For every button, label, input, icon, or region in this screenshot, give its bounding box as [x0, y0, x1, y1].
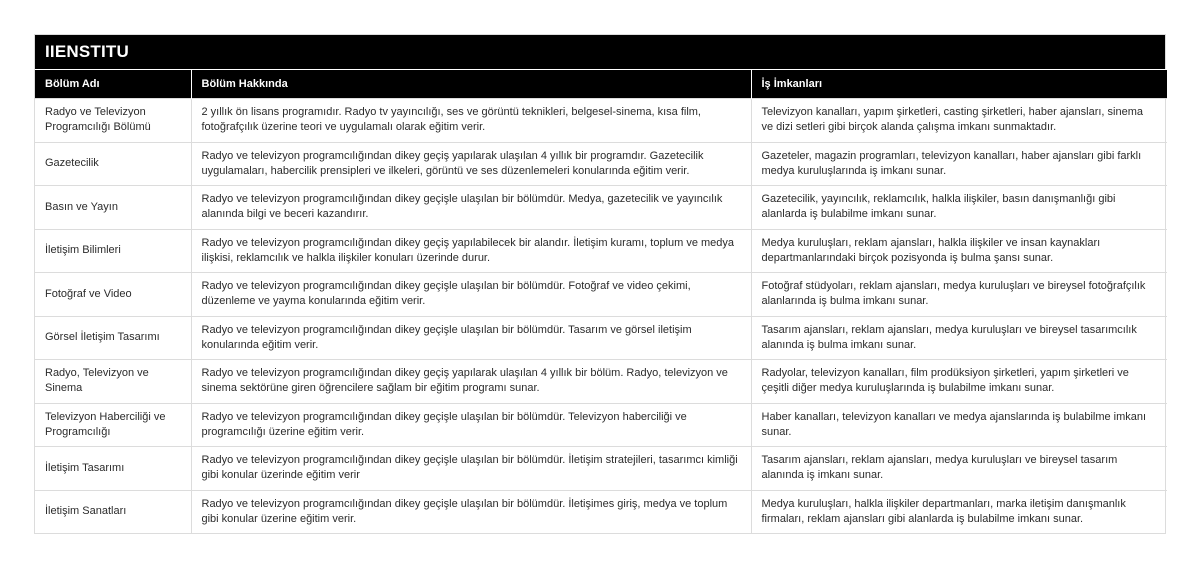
cell-department-about: Radyo ve televizyon programcılığından dikey geçişle ulaşılan bir bölümdür. Fotoğraf ve video çekimi, düzenleme ve yayma konularında eğitim verir.	[191, 273, 751, 317]
table-row	[35, 186, 1167, 230]
program-table	[35, 69, 1167, 533]
table-row	[35, 490, 1167, 533]
cell-department-about: Radyo ve televizyon programcılığından dikey geçişle ulaşılan bir bölümdür. Tasarım ve görsel iletişim konularında eğitim verir.	[191, 316, 751, 360]
cell-department-name: Görsel İletişim Tasarımı	[35, 316, 191, 360]
cell-department-about: Radyo ve televizyon programcılığından dikey geçiş yapılarak ulaşılan 4 yıllık bir bölüm. Radyo, televizyon ve sinema sektörüne giren öğrencilere sağlam bir eğitim programı sunar.	[191, 360, 751, 404]
cell-department-name: Basın ve Yayın	[35, 186, 191, 230]
cell-job-opportunities: Radyolar, televizyon kanalları, film prodüksiyon şirketleri, yapım şirketleri ve çeşitli diğer medya kuruluşlarında iş bulabilme imkanı sunar.	[751, 360, 1167, 404]
cell-department-about: Radyo ve televizyon programcılığından dikey geçiş yapılarak ulaşılan 4 yıllık bir programdır. Gazetecilik uygulamaları, habercilik prensipleri ve ilkeleri, görüntü ve ses düzenlemeleri konularında eğitim verir.	[191, 142, 751, 186]
cell-department-name: Radyo ve Televizyon Programcılığı Bölümü	[35, 99, 191, 143]
cell-department-name: İletişim Bilimleri	[35, 229, 191, 273]
table-row	[35, 403, 1167, 447]
cell-job-opportunities: Medya kuruluşları, reklam ajansları, halkla ilişkiler ve insan kaynakları departmanlarındaki birçok pozisyonda iş bulma şansı sunar.	[751, 229, 1167, 273]
table-row	[35, 142, 1167, 186]
cell-department-about: Radyo ve televizyon programcılığından dikey geçişle ulaşılan bir bölümdür. Medya, gazetecilik ve yayıncılık alanında bilgi ve beceri kazandırır.	[191, 186, 751, 230]
column-header-jobs: İş İmkanları	[751, 70, 1167, 99]
cell-job-opportunities: Televizyon kanalları, yapım şirketleri, casting şirketleri, haber ajansları, sinema ve dizi setleri gibi birçok alanda çalışma imkanı sunmaktadır.	[751, 99, 1167, 143]
brand-title: IIENSTITU	[35, 35, 1165, 69]
cell-job-opportunities: Medya kuruluşları, halkla ilişkiler departmanları, marka iletişim danışmanlık firmaları, reklam ajansları gibi alanlarda iş bulabilme imkanı sunar.	[751, 490, 1167, 533]
cell-job-opportunities: Tasarım ajansları, reklam ajansları, medya kuruluşları ve bireysel tasarımcılık alanında iş bulma imkanı sunar.	[751, 316, 1167, 360]
cell-department-about: Radyo ve televizyon programcılığından dikey geçiş yapılabilecek bir alandır. İletişim kuramı, toplum ve medya ilişkisi, reklamcılık ve halkla ilişkiler konuları üzerinde durur.	[191, 229, 751, 273]
cell-department-about: Radyo ve televizyon programcılığından dikey geçişle ulaşılan bir bölümdür. İletişimes giriş, medya ve toplum gibi konular üzerine eğitim verir.	[191, 490, 751, 533]
cell-department-about: Radyo ve televizyon programcılığından dikey geçişle ulaşılan bir bölümdür. Televizyon haberciliği ve programcılığı üzerine eğitim verir.	[191, 403, 751, 447]
cell-job-opportunities: Gazeteler, magazin programları, televizyon kanalları, haber ajansları gibi farklı medya kuruluşlarında iş imkanı sunar.	[751, 142, 1167, 186]
column-header-name: Bölüm Adı	[35, 70, 191, 99]
program-table-card	[34, 34, 1166, 534]
cell-job-opportunities: Gazetecilik, yayıncılık, reklamcılık, halkla ilişkiler, basın danışmanlığı gibi alanlarda iş bulabilme imkanı sunar.	[751, 186, 1167, 230]
cell-department-name: Fotoğraf ve Video	[35, 273, 191, 317]
table-header-row	[35, 70, 1167, 99]
table-row	[35, 360, 1167, 404]
cell-job-opportunities: Haber kanalları, televizyon kanalları ve medya ajanslarında iş bulabilme imkanı sunar.	[751, 403, 1167, 447]
column-header-about: Bölüm Hakkında	[191, 70, 751, 99]
cell-department-name: Televizyon Haberciliği ve Programcılığı	[35, 403, 191, 447]
cell-job-opportunities: Tasarım ajansları, reklam ajansları, medya kuruluşları ve bireysel tasarım alanında iş imkanı sunar.	[751, 447, 1167, 491]
table-row	[35, 229, 1167, 273]
table-row	[35, 316, 1167, 360]
cell-department-name: Gazetecilik	[35, 142, 191, 186]
cell-department-about: 2 yıllık ön lisans programıdır. Radyo tv yayıncılığı, ses ve görüntü teknikleri, belgesel-sinema, kısa film, fotoğrafçılık üzerine teori ve uygulamalı olarak eğitim verir.	[191, 99, 751, 143]
cell-department-about: Radyo ve televizyon programcılığından dikey geçişle ulaşılan bir bölümdür. İletişim stratejileri, tasarımcı kimliği gibi konular üzerinde eğitim verir	[191, 447, 751, 491]
cell-department-name: İletişim Sanatları	[35, 490, 191, 533]
table-row	[35, 99, 1167, 143]
cell-department-name: İletişim Tasarımı	[35, 447, 191, 491]
cell-department-name: Radyo, Televizyon ve Sinema	[35, 360, 191, 404]
cell-job-opportunities: Fotoğraf stüdyoları, reklam ajansları, medya kuruluşları ve bireysel fotoğrafçılık alanlarında iş bulma imkanı sunar.	[751, 273, 1167, 317]
table-row	[35, 447, 1167, 491]
table-row	[35, 273, 1167, 317]
